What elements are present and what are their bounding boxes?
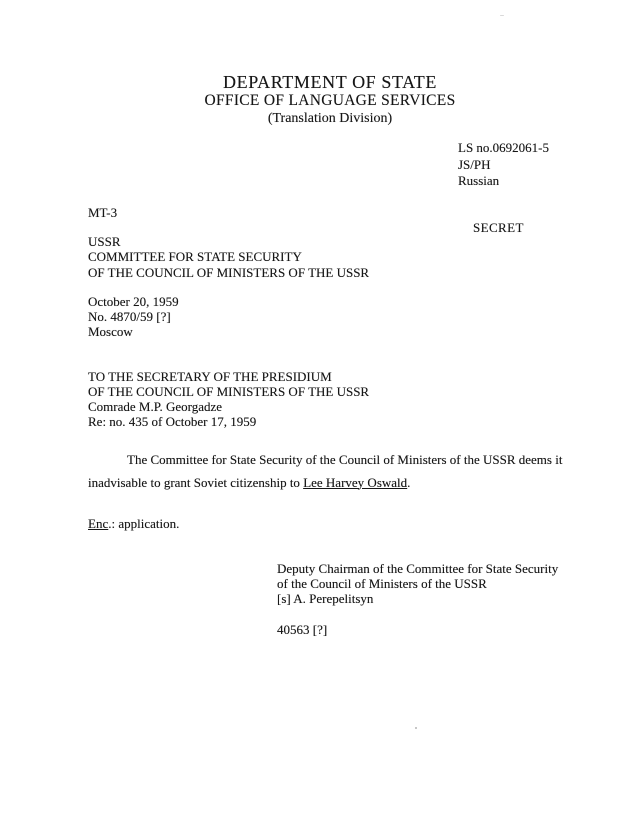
body-line2-period: . [407,474,411,490]
letter-number: No. 4870/59 [?] [88,309,171,324]
enclosure-label: Enc [88,516,109,531]
ls-number: LS no.0692061-5 [458,140,549,155]
addressee-reference: Re: no. 435 of October 17, 1959 [88,414,257,429]
addressee-line2: OF THE COUNCIL OF MINISTERS OF THE USSR [88,384,370,399]
signature-title-line2: of the Council of Ministers of the USSR [277,576,487,592]
sender-org-line1: COMMITTEE FOR STATE SECURITY [88,249,302,265]
letterhead [103,72,557,127]
scan-speck [500,15,504,16]
enclosure-text: .: application. [108,516,180,531]
translation-division-label: (Translation Division) [267,111,393,126]
scan-speck [415,727,417,729]
sender-org-line2: OF THE COUNCIL OF MINISTERS OF THE USSR [88,264,370,280]
office-subtitle: OFFICE OF LANGUAGE SERVICES [204,92,456,109]
body-line1: The Committee for State Security of the Council of Ministers of the USSR deems it [127,452,563,467]
type-code: MT-3 [88,205,118,220]
enclosure-line [88,516,179,532]
sender-country: USSR [88,234,121,249]
document-number: 40563 [?] [277,622,328,637]
signature-block [277,561,558,607]
source-language: Russian [458,173,500,188]
body-line2 [88,472,568,495]
department-title: DEPARTMENT OF STATE [223,72,437,92]
body-paragraph [88,449,568,494]
oswald-name: Lee Harvey Oswald [303,474,408,490]
addressee-block [88,369,369,429]
signature-title-line1: Deputy Chairman of the Committee for State Security [277,561,559,576]
addressee-name: Comrade M.P. Georgadze [88,399,223,414]
reference-block [458,140,549,190]
sender-block [88,234,369,280]
classification-marking: SECRET [473,220,524,235]
body-line2-prefix: inadvisable to grant Soviet citizenship to [88,474,304,490]
signature-name: [s] A. Perepelitsyn [277,591,374,607]
translator-initials: JS/PH [458,156,491,172]
dateline-block [88,294,179,339]
addressee-line1: TO THE SECRETARY OF THE PRESIDIUM [88,369,332,384]
letter-date: October 20, 1959 [88,294,179,309]
letter-city: Moscow [88,324,133,339]
